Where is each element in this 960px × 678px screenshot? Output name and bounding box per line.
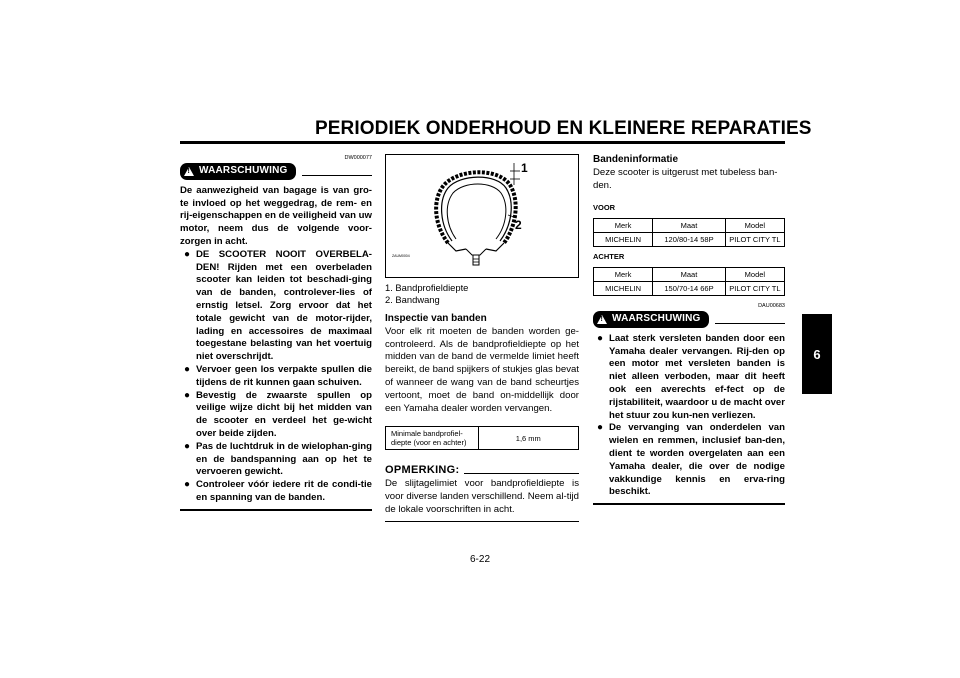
- table-cell: 120/80-14 58P: [653, 233, 726, 247]
- table-header-cell: Merk: [594, 267, 653, 281]
- right-column: [593, 154, 785, 505]
- list-item: ● Controleer vóór iedere rit de condi-tie en spanning van de banden.: [184, 479, 372, 503]
- warning-list: [593, 333, 785, 499]
- warning-code: DW000077: [344, 155, 372, 161]
- figure-captions: [385, 282, 579, 306]
- warning-end-rule: [180, 509, 372, 511]
- bullet-icon: ●: [184, 440, 191, 452]
- table-header-cell: Model: [725, 267, 784, 281]
- figure-label-2: 2: [515, 218, 522, 232]
- list-item: ● Laat sterk versleten banden door een Yamaha dealer vervangen. Rij-den op een motor met versleten banden is niet alleen verboden, maar dit heeft ook een averechts ef-fect op de rijstabiliteit, waardoor u de macht over het stuur zou kun-nen verliezen.: [597, 332, 785, 421]
- caption-2: 2. Bandwang: [385, 294, 440, 305]
- table-header-cell: Merk: [594, 219, 653, 233]
- front-table-title: VOOR: [593, 203, 616, 213]
- warning-label: WAARSCHUWING: [612, 312, 701, 324]
- bullet-icon: ●: [597, 332, 604, 344]
- table-cell: MICHELIN: [594, 233, 653, 247]
- rear-tire-table: [593, 267, 785, 296]
- chapter-tab: 6: [802, 314, 832, 394]
- tire-figure: [385, 154, 579, 278]
- table-row: [594, 233, 785, 247]
- list-item: ● Pas de luchtdruk in de wielophan-ging en de bandspanning aan op het te vervoeren gewicht.: [184, 440, 372, 478]
- warning-badge: [593, 311, 709, 328]
- section-title-inspectie: Inspectie van banden: [385, 313, 487, 324]
- section-text-banden: Deze scooter is uitgerust met tubeless ban-den.: [593, 166, 778, 191]
- page-number: 6-22: [470, 554, 491, 565]
- table-cell: PILOT CITY TL: [725, 281, 784, 295]
- middle-column: [385, 154, 579, 522]
- warning-triangle-icon: !: [597, 315, 607, 324]
- page-header-title: PERIODIEK ONDERHOUD EN KLEINERE REPARATIES: [315, 118, 812, 139]
- bullet-icon: ●: [184, 389, 191, 401]
- figure-label-1: 1: [521, 161, 528, 175]
- bullet-icon: ●: [184, 479, 191, 491]
- warning-header: [180, 163, 372, 180]
- table-cell: PILOT CITY TL: [725, 233, 784, 247]
- list-item: ● DE SCOOTER NOOIT OVERBELA-DEN! Rijden met een overbeladen scooter kan leiden tot beschadi-ging van de banden, controlever-lies of ernstig letsel. Zorg ervoor dat het totale gewicht van de motor-rijder, lading en accessoires de maximaal toegestane belasting van het voertuig niet overschrijdt.: [184, 248, 372, 363]
- warning-intro: De aanwezigheid van bagage is van gro-te invloed op het weggedrag, de rem- en rij-eigenschappen en de veiligheid van uw motor, neem dus de volgende voor-zorgen in acht.: [180, 184, 372, 247]
- list-item: ● Bevestig de zwaarste spullen op veilige wijze dicht bij het midden van de scooter en verdeel het ge-wicht over beide zijden.: [184, 389, 372, 439]
- note-end-rule: [385, 521, 579, 522]
- list-item: ● De vervanging van onderdelen van wielen en remmen, inclusief ban-den, dient te worden overgelaten aan een Yamaha dealer, die over de nodige vakkundige kennis en erva-ring beschikt.: [597, 422, 785, 498]
- warning-list: [180, 249, 372, 505]
- table-row: [594, 267, 785, 281]
- warning-code: DAU00683: [758, 302, 785, 309]
- bullet-icon: ●: [184, 363, 191, 375]
- note-header: [385, 464, 579, 477]
- table-header-cell: Maat: [653, 219, 726, 233]
- limit-value: 1,6 mm: [478, 427, 578, 450]
- limit-label: Minimale bandprofiel-diepte (voor en achter): [386, 427, 479, 450]
- list-item: ● Vervoer geen los verpakte spullen die tijdens de rit kunnen gaan schuiven.: [184, 363, 372, 388]
- table-header-cell: Model: [725, 219, 784, 233]
- section-title-banden: Bandeninformatie: [593, 154, 679, 165]
- note-rule: [464, 473, 580, 474]
- bullet-icon: ●: [597, 422, 604, 434]
- header-rule: [180, 141, 785, 144]
- rear-table-title: ACHTER: [593, 252, 625, 262]
- left-column: [180, 154, 372, 511]
- figure-code: ZAUM0004: [392, 254, 410, 259]
- bullet-icon: ●: [184, 248, 191, 260]
- warning-end-rule: [593, 503, 785, 505]
- note-text: De slijtagelimiet voor bandprofieldiepte is voor diverse landen verschillend. Neem al-tijd de lokale voorschriften in acht.: [385, 478, 579, 515]
- table-row: [594, 281, 785, 295]
- warning-rule: [715, 323, 785, 324]
- section-text-inspectie: Voor elk rit moeten de banden worden ge-controleerd. Als de bandprofieldiepte op het midden van de band de vermelde limiet heeft bereikt, de band spijkers of stukjes glas bevat of wanneer de wang van de band scheurtjes vertoont, moet de band on-middellijk door een Yamaha dealer worden vervangen.: [385, 325, 579, 414]
- warning-label: WAARSCHUWING: [199, 165, 288, 176]
- table-header-cell: Maat: [653, 267, 726, 281]
- note-label: OPMERKING:: [385, 464, 460, 477]
- warning-triangle-icon: !: [184, 167, 194, 176]
- warning-badge: [180, 163, 296, 180]
- tire-cross-section-illustration: [386, 155, 578, 277]
- table-row: [594, 219, 785, 233]
- warning-header: [593, 311, 785, 328]
- table-cell: 150/70-14 66P: [653, 281, 726, 295]
- front-tire-table: [593, 218, 785, 247]
- table-cell: MICHELIN: [594, 281, 653, 295]
- limit-table: [385, 426, 579, 450]
- warning-rule: [302, 175, 372, 176]
- caption-1: 1. Bandprofieldiepte: [385, 282, 469, 293]
